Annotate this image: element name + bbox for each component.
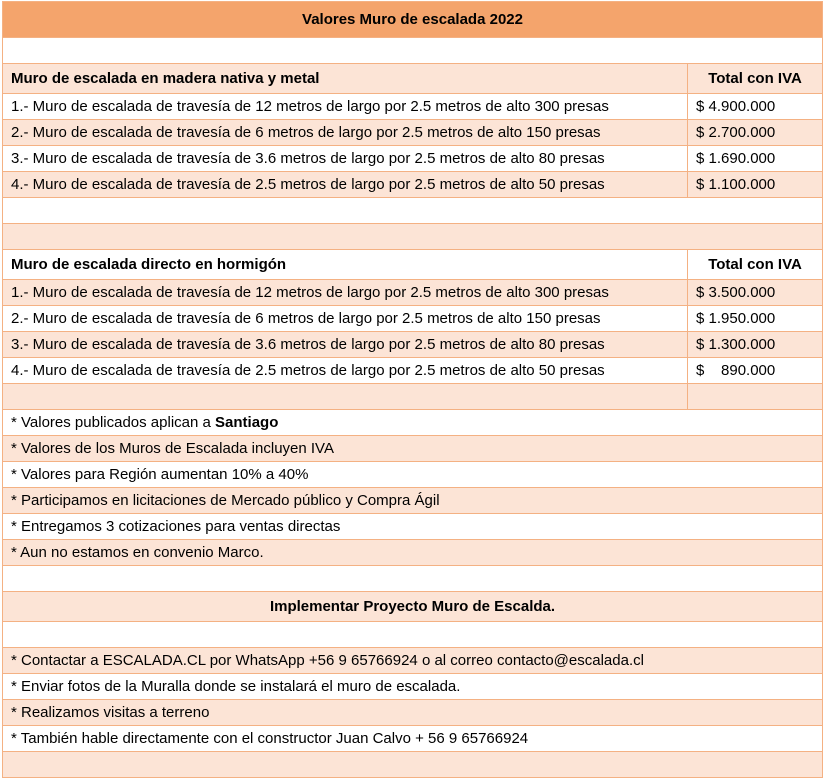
note-text: * Participamos en licitaciones de Mercado público y Compra Ágil [3, 488, 823, 514]
price-row [3, 120, 823, 146]
row-price: $ 890.000 [688, 358, 823, 384]
row-price: $ 1.690.000 [688, 146, 823, 172]
price-row [3, 358, 823, 384]
empty-row [3, 38, 823, 64]
note-row [3, 436, 823, 462]
empty-row [3, 752, 823, 778]
empty-row [3, 384, 823, 410]
note-text: * Valores de los Muros de Escalada incluyen IVA [3, 436, 823, 462]
row-description: 3.- Muro de escalada de travesía de 3.6 metros de largo por 2.5 metros de alto 80 presas [3, 146, 688, 172]
note-text: * Aun no estamos en convenio Marco. [3, 540, 823, 566]
row-description: 2.- Muro de escalada de travesía de 6 metros de largo por 2.5 metros de alto 150 presas [3, 120, 688, 146]
price-sheet [2, 1, 823, 778]
contact-row [3, 700, 823, 726]
section-header-madera [3, 64, 823, 94]
empty-row [3, 566, 823, 592]
row-price: $ 1.100.000 [688, 172, 823, 198]
implement-title: Implementar Proyecto Muro de Escalda. [3, 592, 823, 622]
contact-text: * Contactar a ESCALADA.CL por WhatsApp +56 9 65766924 o al correo contacto@escalada.cl [3, 648, 823, 674]
row-price: $ 3.500.000 [688, 280, 823, 306]
note-text: * Entregamos 3 cotizaciones para ventas directas [3, 514, 823, 540]
sheet-title: Valores Muro de escalada 2022 [3, 2, 823, 38]
row-price: $ 2.700.000 [688, 120, 823, 146]
row-description: 4.- Muro de escalada de travesía de 2.5 metros de largo por 2.5 metros de alto 50 presas [3, 172, 688, 198]
section-title-madera: Muro de escalada en madera nativa y metal [3, 64, 688, 94]
contact-text: * También hable directamente con el constructor Juan Calvo + 56 9 65766924 [3, 726, 823, 752]
row-description: 3.- Muro de escalada de travesía de 3.6 metros de largo por 2.5 metros de alto 80 presas [3, 332, 688, 358]
row-price: $ 1.300.000 [688, 332, 823, 358]
price-row [3, 332, 823, 358]
note-santiago [3, 410, 823, 436]
price-column-header: Total con IVA [688, 250, 823, 280]
contact-text: * Realizamos visitas a terreno [3, 700, 823, 726]
note-santiago-text: * Valores publicados aplican a [11, 414, 216, 431]
contact-row [3, 726, 823, 752]
section-title-hormigon: Muro de escalada directo en hormigón [3, 250, 688, 280]
section-header-hormigon [3, 250, 823, 280]
note-text: * Valores para Región aumentan 10% a 40% [3, 462, 823, 488]
implement-header-row [3, 592, 823, 622]
contact-row [3, 674, 823, 700]
empty-row [3, 198, 823, 224]
note-row [3, 462, 823, 488]
price-column-header: Total con IVA [688, 64, 823, 94]
contact-text: * Enviar fotos de la Muralla donde se instalará el muro de escalada. [3, 674, 823, 700]
empty-row [3, 224, 823, 250]
price-row [3, 280, 823, 306]
note-row [3, 410, 823, 436]
note-santiago-city: Santiago [215, 414, 279, 431]
row-price: $ 4.900.000 [688, 94, 823, 120]
note-row [3, 514, 823, 540]
price-row [3, 172, 823, 198]
row-price: $ 1.950.000 [688, 306, 823, 332]
contact-row [3, 648, 823, 674]
row-description: 4.- Muro de escalada de travesía de 2.5 metros de largo por 2.5 metros de alto 50 presas [3, 358, 688, 384]
row-description: 2.- Muro de escalada de travesía de 6 metros de largo por 2.5 metros de alto 150 presas [3, 306, 688, 332]
empty-row [3, 622, 823, 648]
row-description: 1.- Muro de escalada de travesía de 12 metros de largo por 2.5 metros de alto 300 presas [3, 94, 688, 120]
price-row [3, 94, 823, 120]
row-description: 1.- Muro de escalada de travesía de 12 metros de largo por 2.5 metros de alto 300 presas [3, 280, 688, 306]
price-row [3, 146, 823, 172]
note-row [3, 488, 823, 514]
note-row [3, 540, 823, 566]
price-row [3, 306, 823, 332]
